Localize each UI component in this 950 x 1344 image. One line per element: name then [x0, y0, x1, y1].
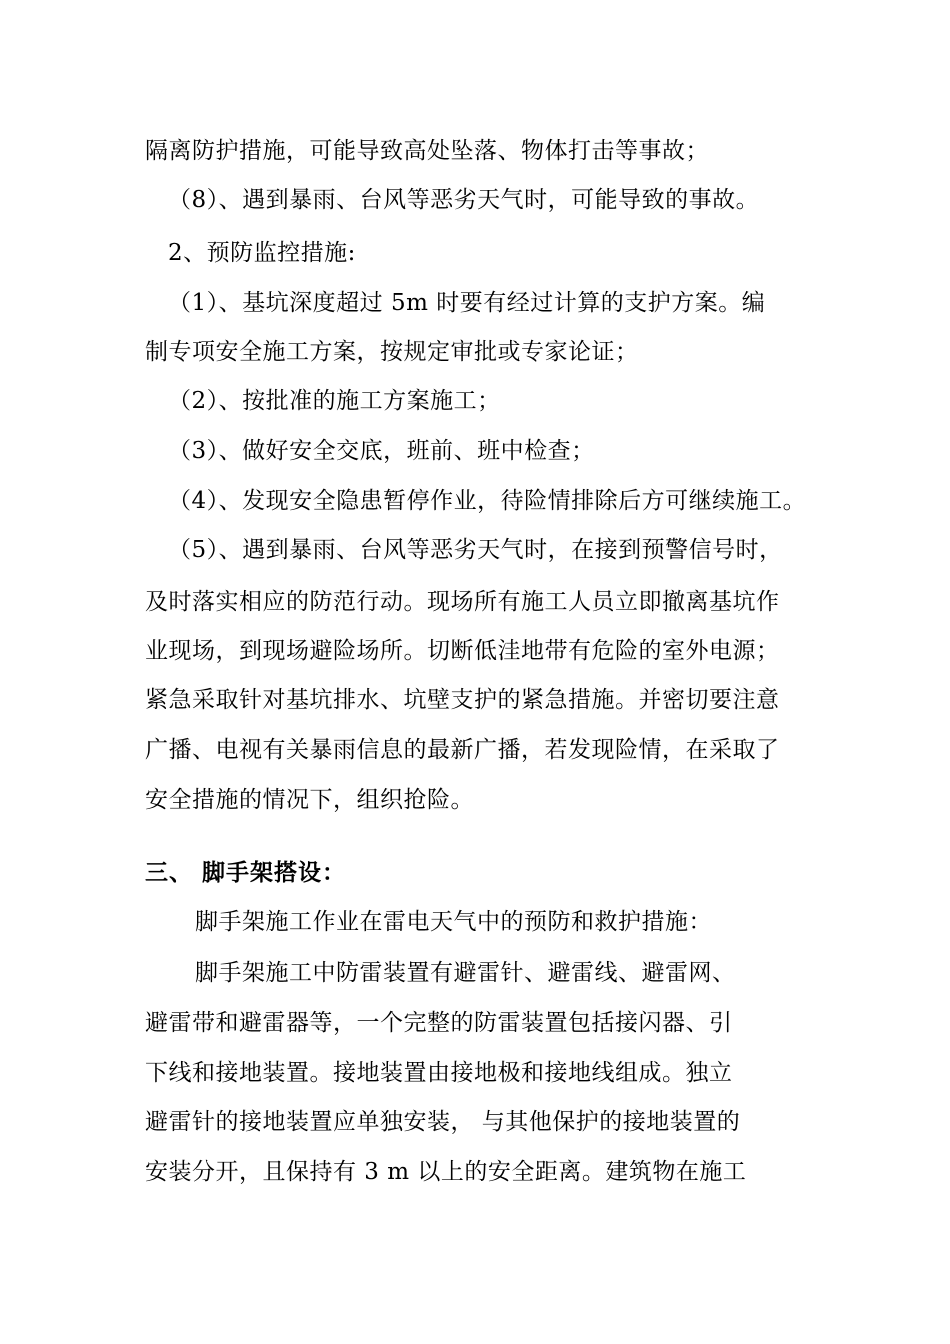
- paragraph-line: 安装分开，且保持有 3 m 以上的安全距离。建筑物在施工: [145, 1159, 747, 1185]
- paragraph-line: （5）、遇到暴雨、台风等恶劣天气时，在接到预警信号时，: [168, 537, 783, 563]
- paragraph-line: 避雷针的接地装置应单独安装， 与其他保护的接地装置的: [145, 1109, 741, 1135]
- paragraph-line: 避雷带和避雷器等，一个完整的防雷装置包括接闪器、引: [145, 1010, 733, 1036]
- section-heading: 三、 脚手架搭设：: [145, 859, 347, 886]
- paragraph-line: 脚手架施工作业在雷电天气中的预防和救护措施：: [195, 909, 712, 935]
- paragraph-line: （4）、发现安全隐患暂停作业，待险情排除后方可继续施工。: [168, 488, 807, 514]
- paragraph-line: 脚手架施工中防雷装置有避雷针、避雷线、避雷网、: [195, 960, 736, 986]
- paragraph-line: 安全措施的情况下，组织抢险。: [145, 787, 474, 813]
- paragraph-line: （2）、按批准的施工方案施工；: [168, 388, 501, 414]
- paragraph-line: 制专项安全施工方案，按规定审批或专家论证；: [145, 339, 639, 365]
- paragraph-line: 下线和接地装置。接地装置由接地极和接地线组成。独立: [145, 1060, 733, 1086]
- paragraph-line: 2、预防监控措施:: [168, 240, 356, 266]
- paragraph-line: （1）、基坑深度超过 5m 时要有经过计算的支护方案。编: [168, 290, 766, 316]
- paragraph-line: 业现场，到现场避险场所。切断低洼地带有危险的室外电源；: [145, 638, 780, 664]
- paragraph-line: 及时落实相应的防范行动。现场所有施工人员立即撤离基坑作: [145, 589, 780, 615]
- paragraph-line: 隔离防护措施，可能导致高处坠落、物体打击等事故；: [145, 138, 709, 164]
- paragraph-line: （8）、遇到暴雨、台风等恶劣天气时，可能导致的事故。: [168, 187, 760, 213]
- paragraph-line: 紧急采取针对基坑排水、坑壁支护的紧急措施。并密切要注意: [145, 687, 780, 713]
- paragraph-line: 广播、电视有关暴雨信息的最新广播，若发现险情，在采取了: [145, 737, 780, 763]
- paragraph-line: （3）、做好安全交底，班前、班中检查；: [168, 438, 595, 464]
